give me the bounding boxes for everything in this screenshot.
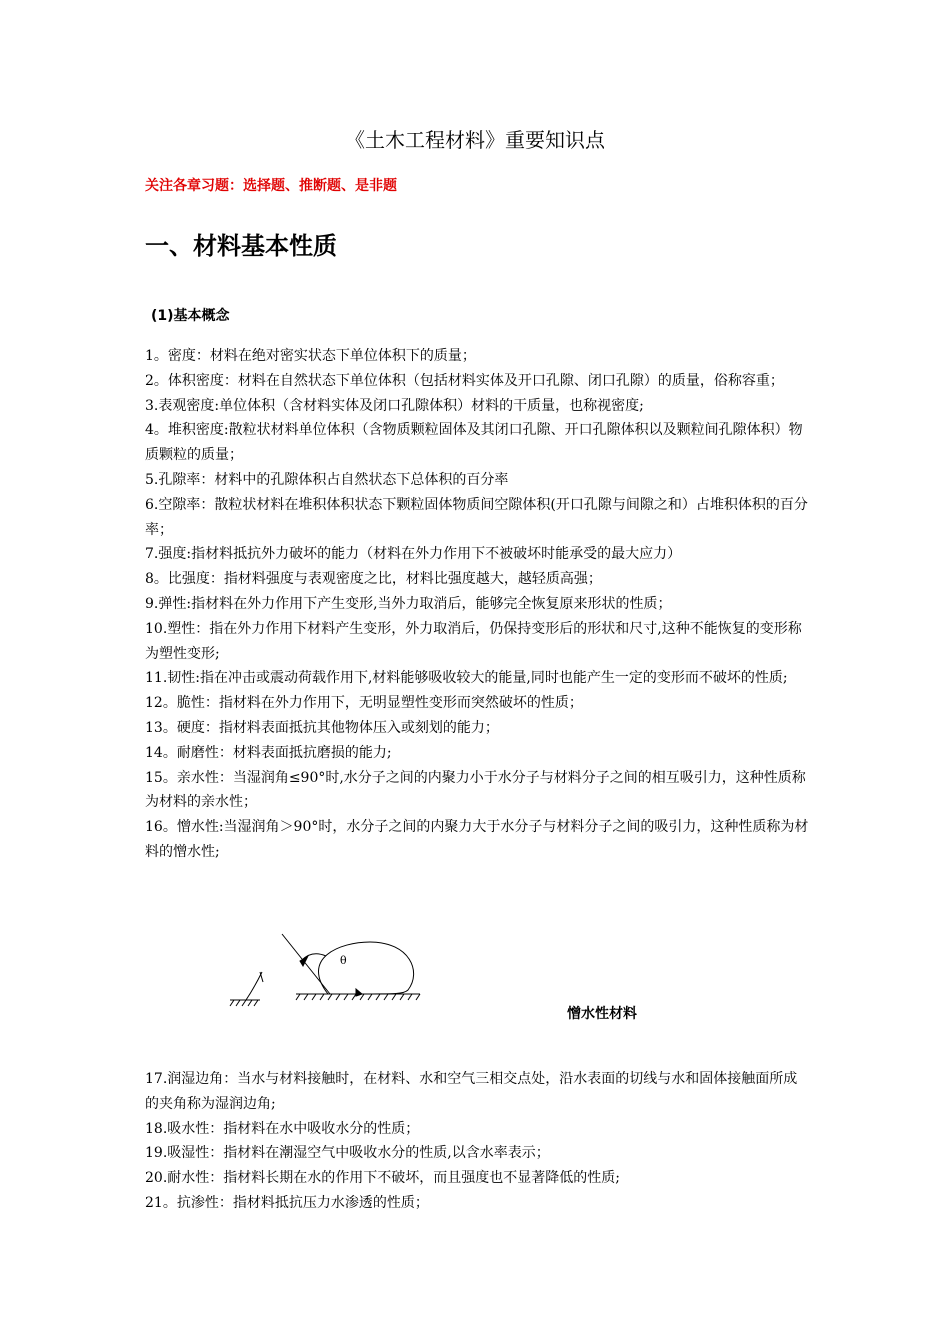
list-item-specific-strength: 8。比强度：指材料强度与表观密度之比，材料比强度越大，越轻质高强； [145,571,602,588]
list-item-apparent-density: 3.表观密度:单位体积（含材料实体及闭口孔隙体积）材料的干质量，也称视密度; [145,397,644,414]
exercise-notice: 关注各章习题：选择题、推断题、是非题 [145,178,397,194]
list-item-hydrophilicity: 15。亲水性：当湿润角≤90°时,水分子之间的内聚力小于水分子与材料分子之间的相互吸引力，这种性质称为材料的亲水性； [145,769,806,811]
list-item-water-resistance: 20.耐水性：指材料长期在水的作用下不破坏，而且强度也不显著降低的性质; [145,1170,620,1187]
list-item-porosity: 5.孔隙率：材料中的孔隙体积占自然状态下总体积的百分率 [145,471,509,488]
list-item-elasticity: 9.弹性:指材料在外力作用下产生变形,当外力取消后，能够完全恢复原来形状的性质； [145,595,672,612]
list-item-plasticity: 10.塑性：指在外力作用下材料产生变形，外力取消后，仍保持变形后的形状和尺寸,这种不能恢复的变形称为塑性变形; [145,620,802,662]
list-item-toughness: 11.韧性:指在冲击或震动荷载作用下,材料能够吸收较大的能量,同时也能产生一定的变形而不破坏的性质; [145,670,788,687]
concept-list-part1 [145,344,810,865]
list-item-hygroscopicity: 19.吸湿性：指材料在潮湿空气中吸收水分的性质,以含水率表示； [145,1145,550,1162]
list-item-wear-resistance: 14。耐磨性：材料表面抵抗磨损的能力; [145,744,392,761]
list-item-brittleness: 12。脆性：指材料在外力作用下，无明显塑性变形而突然破坏的性质； [145,695,583,712]
list-item-wetting-angle: 17.润湿边角：当水与材料接触时，在材料、水和空气三相交点处，沿水表面的切线与水和固体接触面所成的夹角称为湿润边角; [145,1071,798,1112]
list-item-packing-density: 4。堆积密度:散粒状材料单位体积（含物质颗粒固体及其闭口孔隙、开口孔隙体积以及颗粒间孔隙体积）物质颗粒的质量； [145,422,803,464]
figure-caption-hydrophobic: 憎水性材料 [567,1006,637,1022]
document-title: 《土木工程材料》重要知识点 [345,128,605,152]
list-item-strength: 7.强度:指材料抵抗外力破坏的能力（材料在外力作用下不被破坏时能承受的最大应力） [145,546,682,563]
list-item-hydrophobicity: 16。憎水性:当湿润角＞90°时，水分子之间的内聚力大于水分子与材料分子之间的吸引力，这种性质称为材料的憎水性; [145,819,809,860]
hydrophilic-sketch [230,972,263,1006]
list-item-hardness: 13。硬度：指材料表面抵抗其他物体压入或刻划的能力； [145,719,499,736]
section-heading: 一、材料基本性质 [145,232,337,260]
subsection-heading: (1)基本概念 [151,308,230,324]
list-item-void-ratio: 6.空隙率：散粒状材料在堆积体积状态下颗粒固体物质间空隙体积(开口孔隙与间隙之和）占堆积体积的百分率； [145,496,808,538]
list-item-bulk-density: 2。体积密度：材料在自然状态下单位体积（包括材料实体及开口孔隙、闭口孔隙）的质量，俗称容重； [145,372,784,389]
concept-list-part2 [145,1067,810,1216]
list-item-water-absorption: 18.吸水性：指材料在水中吸收水分的性质； [145,1120,420,1137]
hydrophobic-droplet-sketch [282,934,420,1000]
list-item-density: 1。密度：材料在绝对密实状态下单位体积下的质量； [145,348,476,364]
theta-label: θ [340,954,347,967]
list-item-impermeability: 21。抗渗性：指材料抵抗压力水渗透的性质； [145,1194,429,1211]
